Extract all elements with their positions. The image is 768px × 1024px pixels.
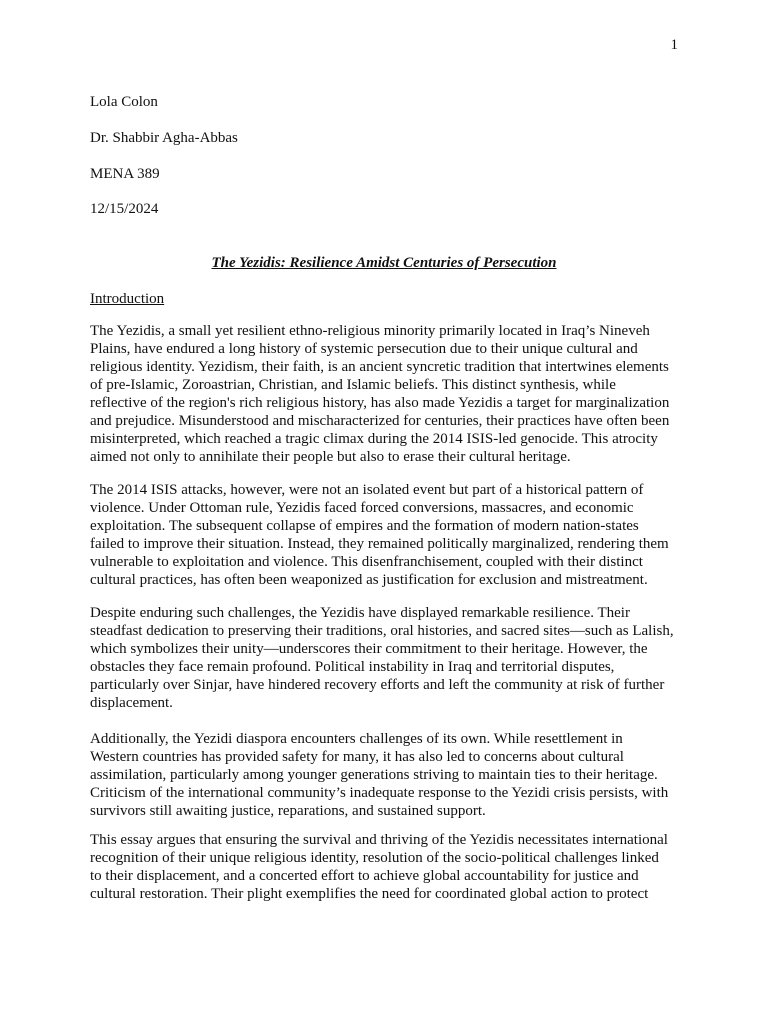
text-line: This essay argues that ensuring the survival and thriving of the Yezidis necessitates international (90, 832, 668, 848)
paragraph-4 (90, 730, 668, 820)
paragraph-2 (90, 481, 669, 589)
text-line: reflective of the region's rich religious history, has also made Yezidis a target for marginalization (90, 395, 670, 411)
paragraph-3 (90, 604, 674, 712)
paragraph-5 (90, 831, 668, 903)
text-line: misinterpreted, which reached a tragic climax during the 2014 ISIS-led genocide. This atrocity (90, 431, 658, 447)
text-line: violence. Under Ottoman rule, Yezidis faced forced conversions, massacres, and economic (90, 500, 634, 516)
text-line: Additionally, the Yezidi diaspora encounters challenges of its own. While resettlement in (90, 731, 623, 747)
text-line: survivors still awaiting justice, reparations, and sustained support. (90, 803, 486, 819)
text-line: aimed not only to annihilate their people but also to erase their cultural heritage. (90, 449, 571, 465)
text-line: vulnerable to exploitation and violence. This disenfranchisement, coupled with their distinct (90, 554, 643, 570)
text-line: assimilation, particularly among younger generations striving to maintain ties to their heritage. (90, 767, 658, 783)
section-heading: Introduction (90, 291, 165, 307)
text-line: cultural restoration. Their plight exemplifies the need for coordinated global action to protect (90, 886, 649, 902)
text-line: exploitation. The subsequent collapse of empires and the formation of modern nation-states (90, 518, 639, 534)
text-line: and prejudice. Misunderstood and mischaracterized for centuries, their practices have often been (90, 413, 670, 429)
text-line: to their displacement, and a concerted effort to achieve global accountability for justice and (90, 868, 639, 884)
text-line: failed to improve their situation. Instead, they remained politically marginalized, rendering them (90, 536, 669, 552)
text-line: recognition of their unique religious identity, resolution of the socio-political challenges linked (90, 850, 659, 866)
date: 12/15/2024 (90, 201, 159, 217)
text-line: particularly over Sinjar, have hindered recovery efforts and left the community at risk of further (90, 677, 665, 693)
paragraph-1 (90, 322, 669, 466)
text-line: The Yezidis, a small yet resilient ethno-religious minority primarily located in Iraq’s Nineveh (90, 323, 650, 339)
text-line: displacement. (90, 695, 173, 711)
text-line: religious identity. Yezidism, their faith, is an ancient syncretic tradition that intertwines elements (90, 359, 669, 375)
text-line: obstacles they face remain profound. Political instability in Iraq and territorial disputes, (90, 659, 615, 675)
text-line: Plains, have endured a long history of systemic persecution due to their unique cultural and (90, 341, 638, 357)
text-line: Western countries has provided safety for many, it has also led to concerns about cultural (90, 749, 624, 765)
page-number: 1 (670, 37, 678, 53)
text-line: The 2014 ISIS attacks, however, were not an isolated event but part of a historical pattern of (90, 482, 644, 498)
essay-title: The Yezidis: Resilience Amidst Centuries of Persecution (211, 255, 557, 271)
text-line: which symbolizes their unity—underscores their commitment to their heritage. However, the (90, 641, 648, 657)
instructor-name: Dr. Shabbir Agha-Abbas (90, 130, 238, 146)
text-line: steadfast dedication to preserving their traditions, oral histories, and sacred sites—such as Lalish, (90, 623, 674, 639)
text-line: of pre-Islamic, Zoroastrian, Christian, and Islamic beliefs. This distinct synthesis, while (90, 377, 616, 393)
text-line: Criticism of the international community’s inadequate response to the Yezidi crisis persists, with (90, 785, 669, 801)
author-name: Lola Colon (90, 94, 158, 110)
text-line: cultural practices, has often been weaponized as justification for exclusion and mistreatment. (90, 572, 648, 588)
text-line: Despite enduring such challenges, the Yezidis have displayed remarkable resilience. Their (90, 605, 630, 621)
course-code: MENA 389 (90, 166, 160, 182)
